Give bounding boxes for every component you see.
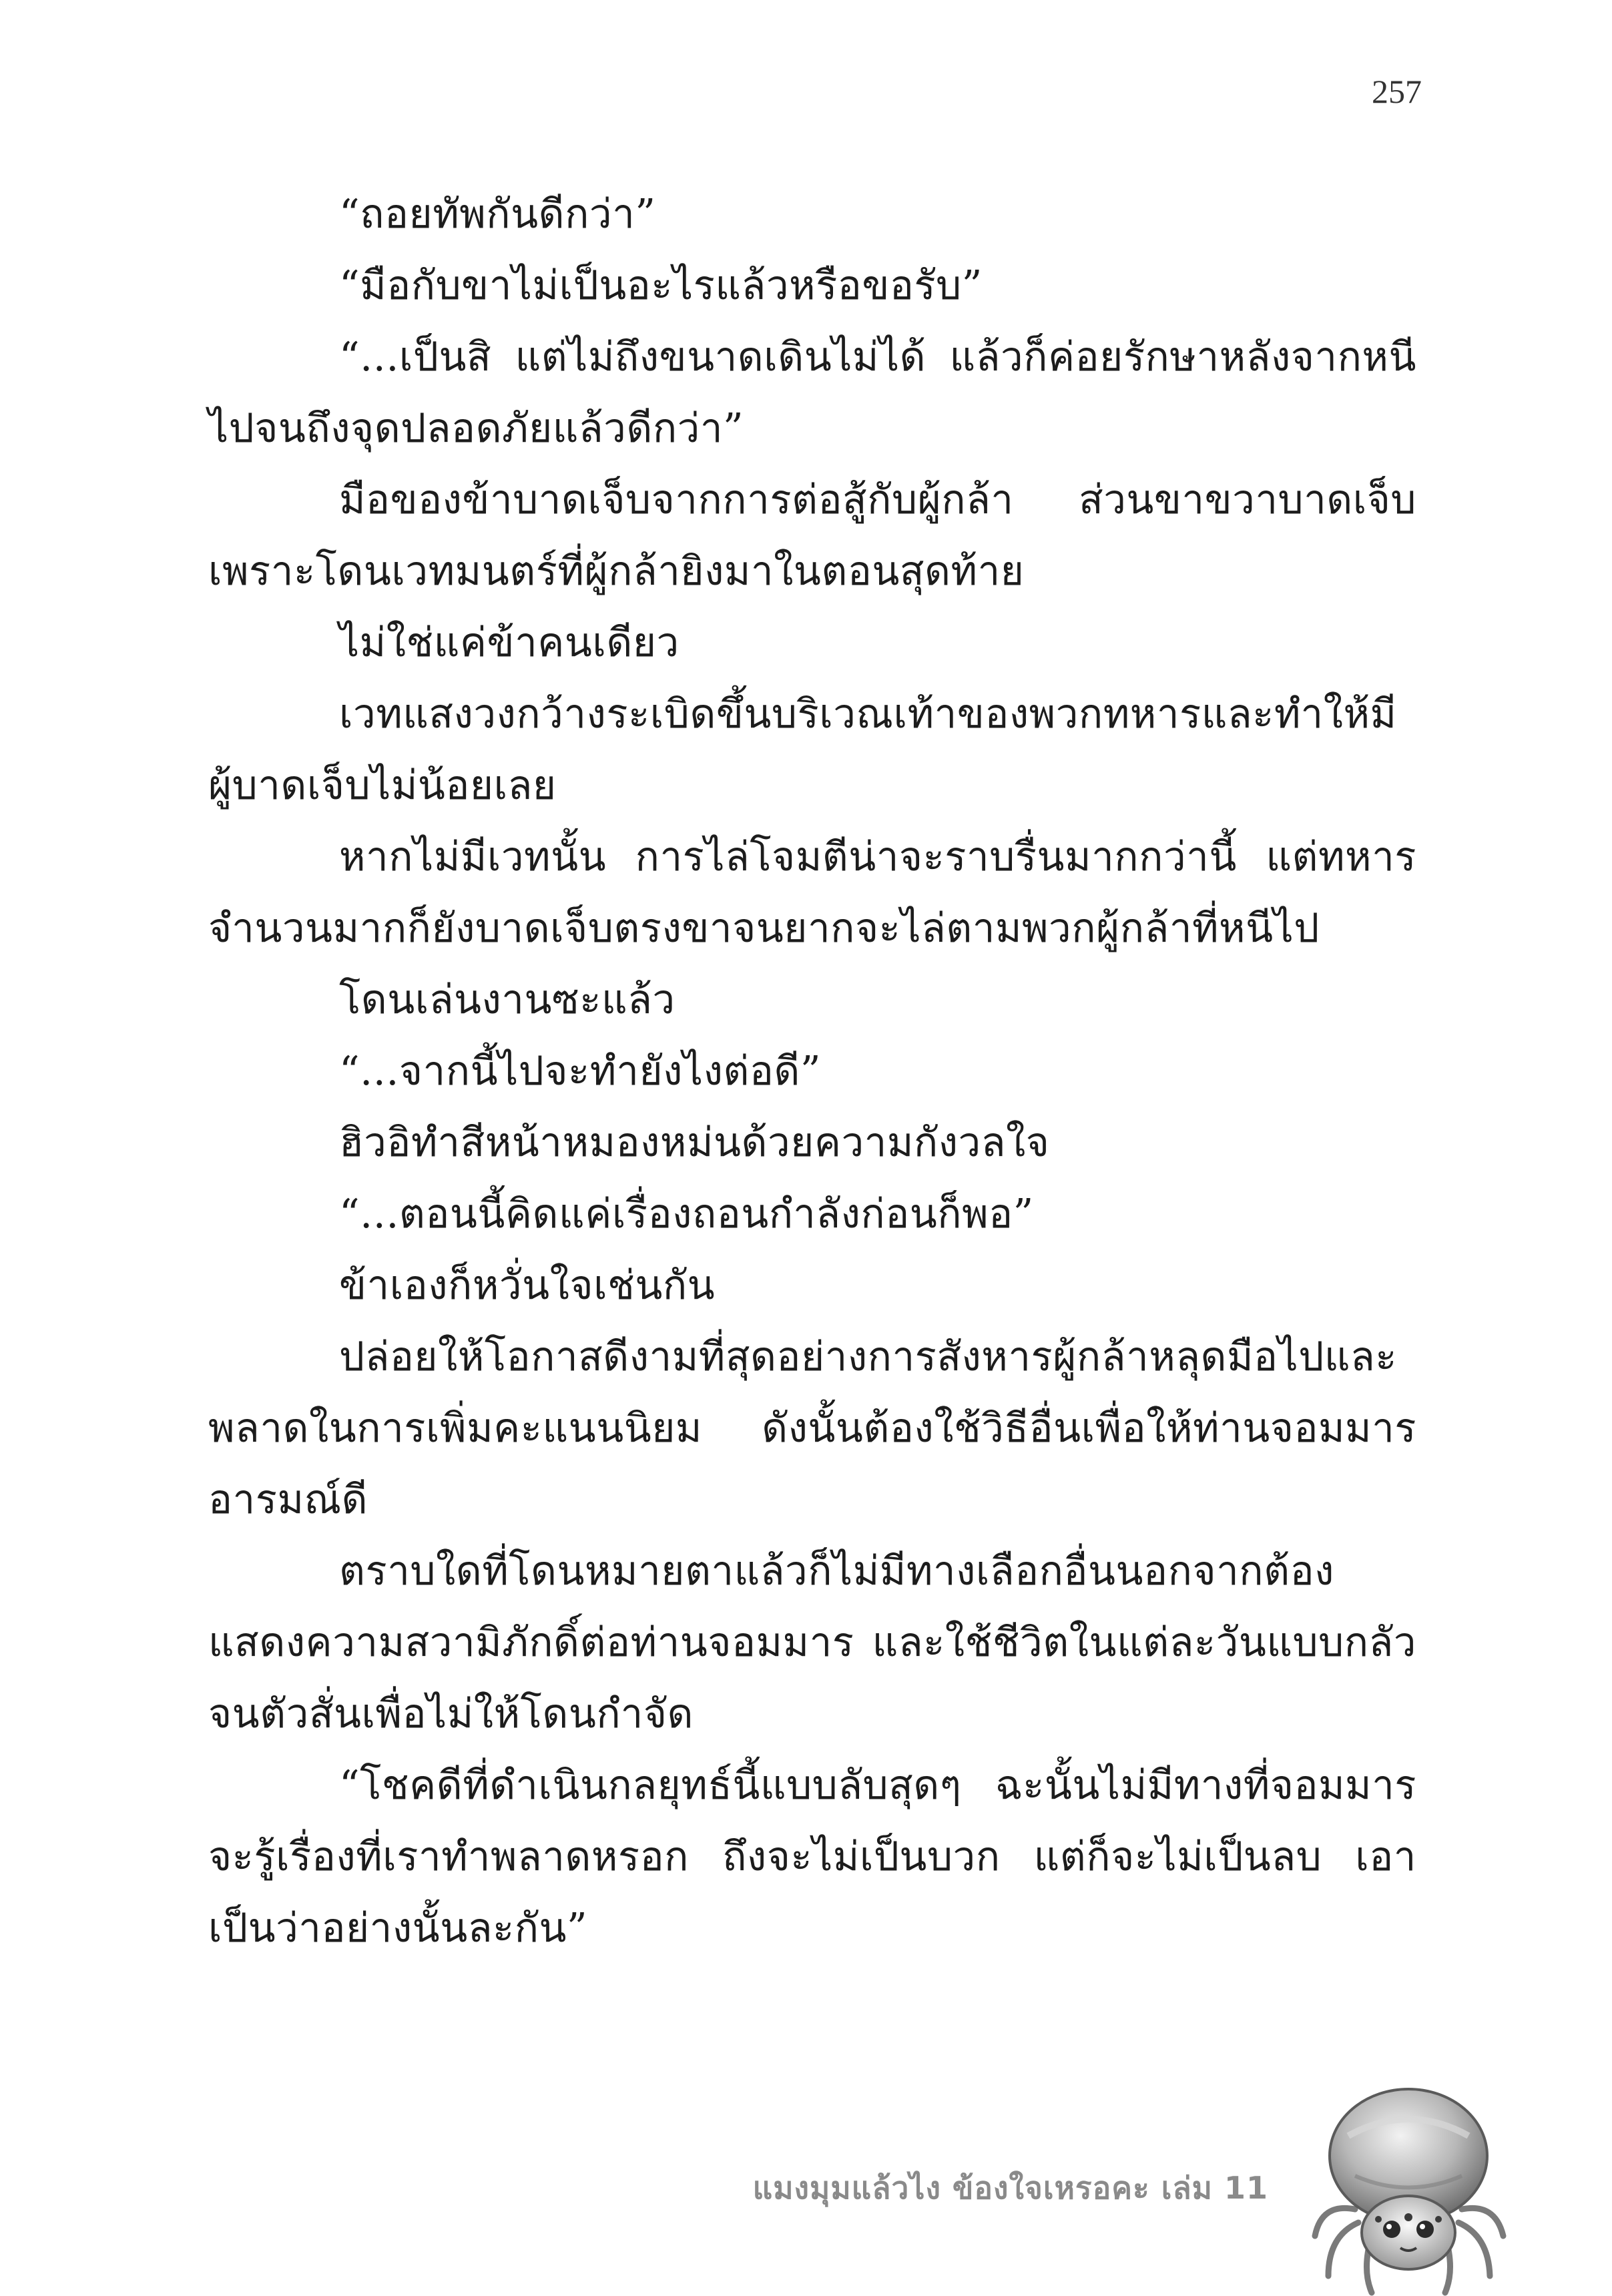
paragraph: “โชคดีที่ดำเนินกลยุทธ์นี้แบบลับสุดๆ ฉะนั้นไม่มีทางที่จอมมารจะรู้เรื่องที่เราทำพลาดหรอก ถึงจะไม่เป็นบวก แต่ก็จะไม่เป็นลบ เอาเป็นว่าอย่างนั้นละกัน” [208, 1762, 1416, 1952]
paragraph: หากไม่มีเวทนั้น การไล่โจมตีน่าจะราบรื่นมากกว่านี้ แต่ทหารจำนวนมากก็ยังบาดเจ็บตรงขาจนยากจะไล่ตามพวกผู้กล้าที่หนีไป [208, 834, 1416, 952]
body-text [208, 179, 1416, 1964]
paragraph: โดนเล่นงานซะแล้ว [339, 976, 676, 1023]
paragraph: เวทแสงวงกว้างระเบิดขึ้นบริเวณเท้าของพวกทหารและทำให้มีผู้บาดเจ็บไม่น้อยเลย [208, 691, 1397, 809]
paragraph: “...จากนี้ไปจะทำยังไงต่อดี” [339, 1048, 822, 1095]
paragraph: ปล่อยให้โอกาสดีงามที่สุดอย่างการสังหารผู้กล้าหลุดมือไปและพลาดในการเพิ่มคะแนนนิยม ดังนั้นต้องใช้วิธีอื่นเพื่อให้ท่านจอมมารอารมณ์ดี [208, 1334, 1416, 1523]
spider-mascot-icon [1308, 2076, 1509, 2296]
paragraph: ข้าเองก็หวั่นใจเช่นกัน [339, 1262, 716, 1309]
page-number: 257 [1372, 73, 1422, 110]
paragraph: มือของข้าบาดเจ็บจากการต่อสู้กับผู้กล้า ส่วนขาขวาบาดเจ็บเพราะโดนเวทมนตร์ที่ผู้กล้ายิงมาในตอนสุดท้าย [208, 477, 1416, 595]
footer-book-title: แมงมุมแล้วไง ข้องใจเหรอคะ เล่ม 11 [752, 2170, 1268, 2206]
paragraph: ฮิวอิทำสีหน้าหมองหม่นด้วยความกังวลใจ [339, 1119, 1050, 1166]
paragraph: ตราบใดที่โดนหมายตาแล้วก็ไม่มีทางเลือกอื่นนอกจากต้องแสดงความสวามิภักดิ์ต่อท่านจอมมาร และใช้ชีวิตในแต่ละวันแบบกลัวจนตัวสั่นเพื่อไม่ให้โดนกำจัด [208, 1548, 1416, 1737]
paragraph: “ถอยทัพกันดีกว่า” [339, 191, 656, 238]
paragraph: “...ตอนนี้คิดแค่เรื่องถอนกำลังก่อนก็พอ” [339, 1191, 1034, 1237]
paragraph: “...เป็นสิ แต่ไม่ถึงขนาดเดินไม่ได้ แล้วก็ค่อยรักษาหลังจากหนีไปจนถึงจุดปลอดภัยแล้วดีกว่า” [208, 334, 1416, 452]
paragraph: “มือกับขาไม่เป็นอะไรแล้วหรือขอรับ” [339, 262, 983, 309]
paragraph: ไม่ใช่แค่ข้าคนเดียว [339, 619, 680, 666]
